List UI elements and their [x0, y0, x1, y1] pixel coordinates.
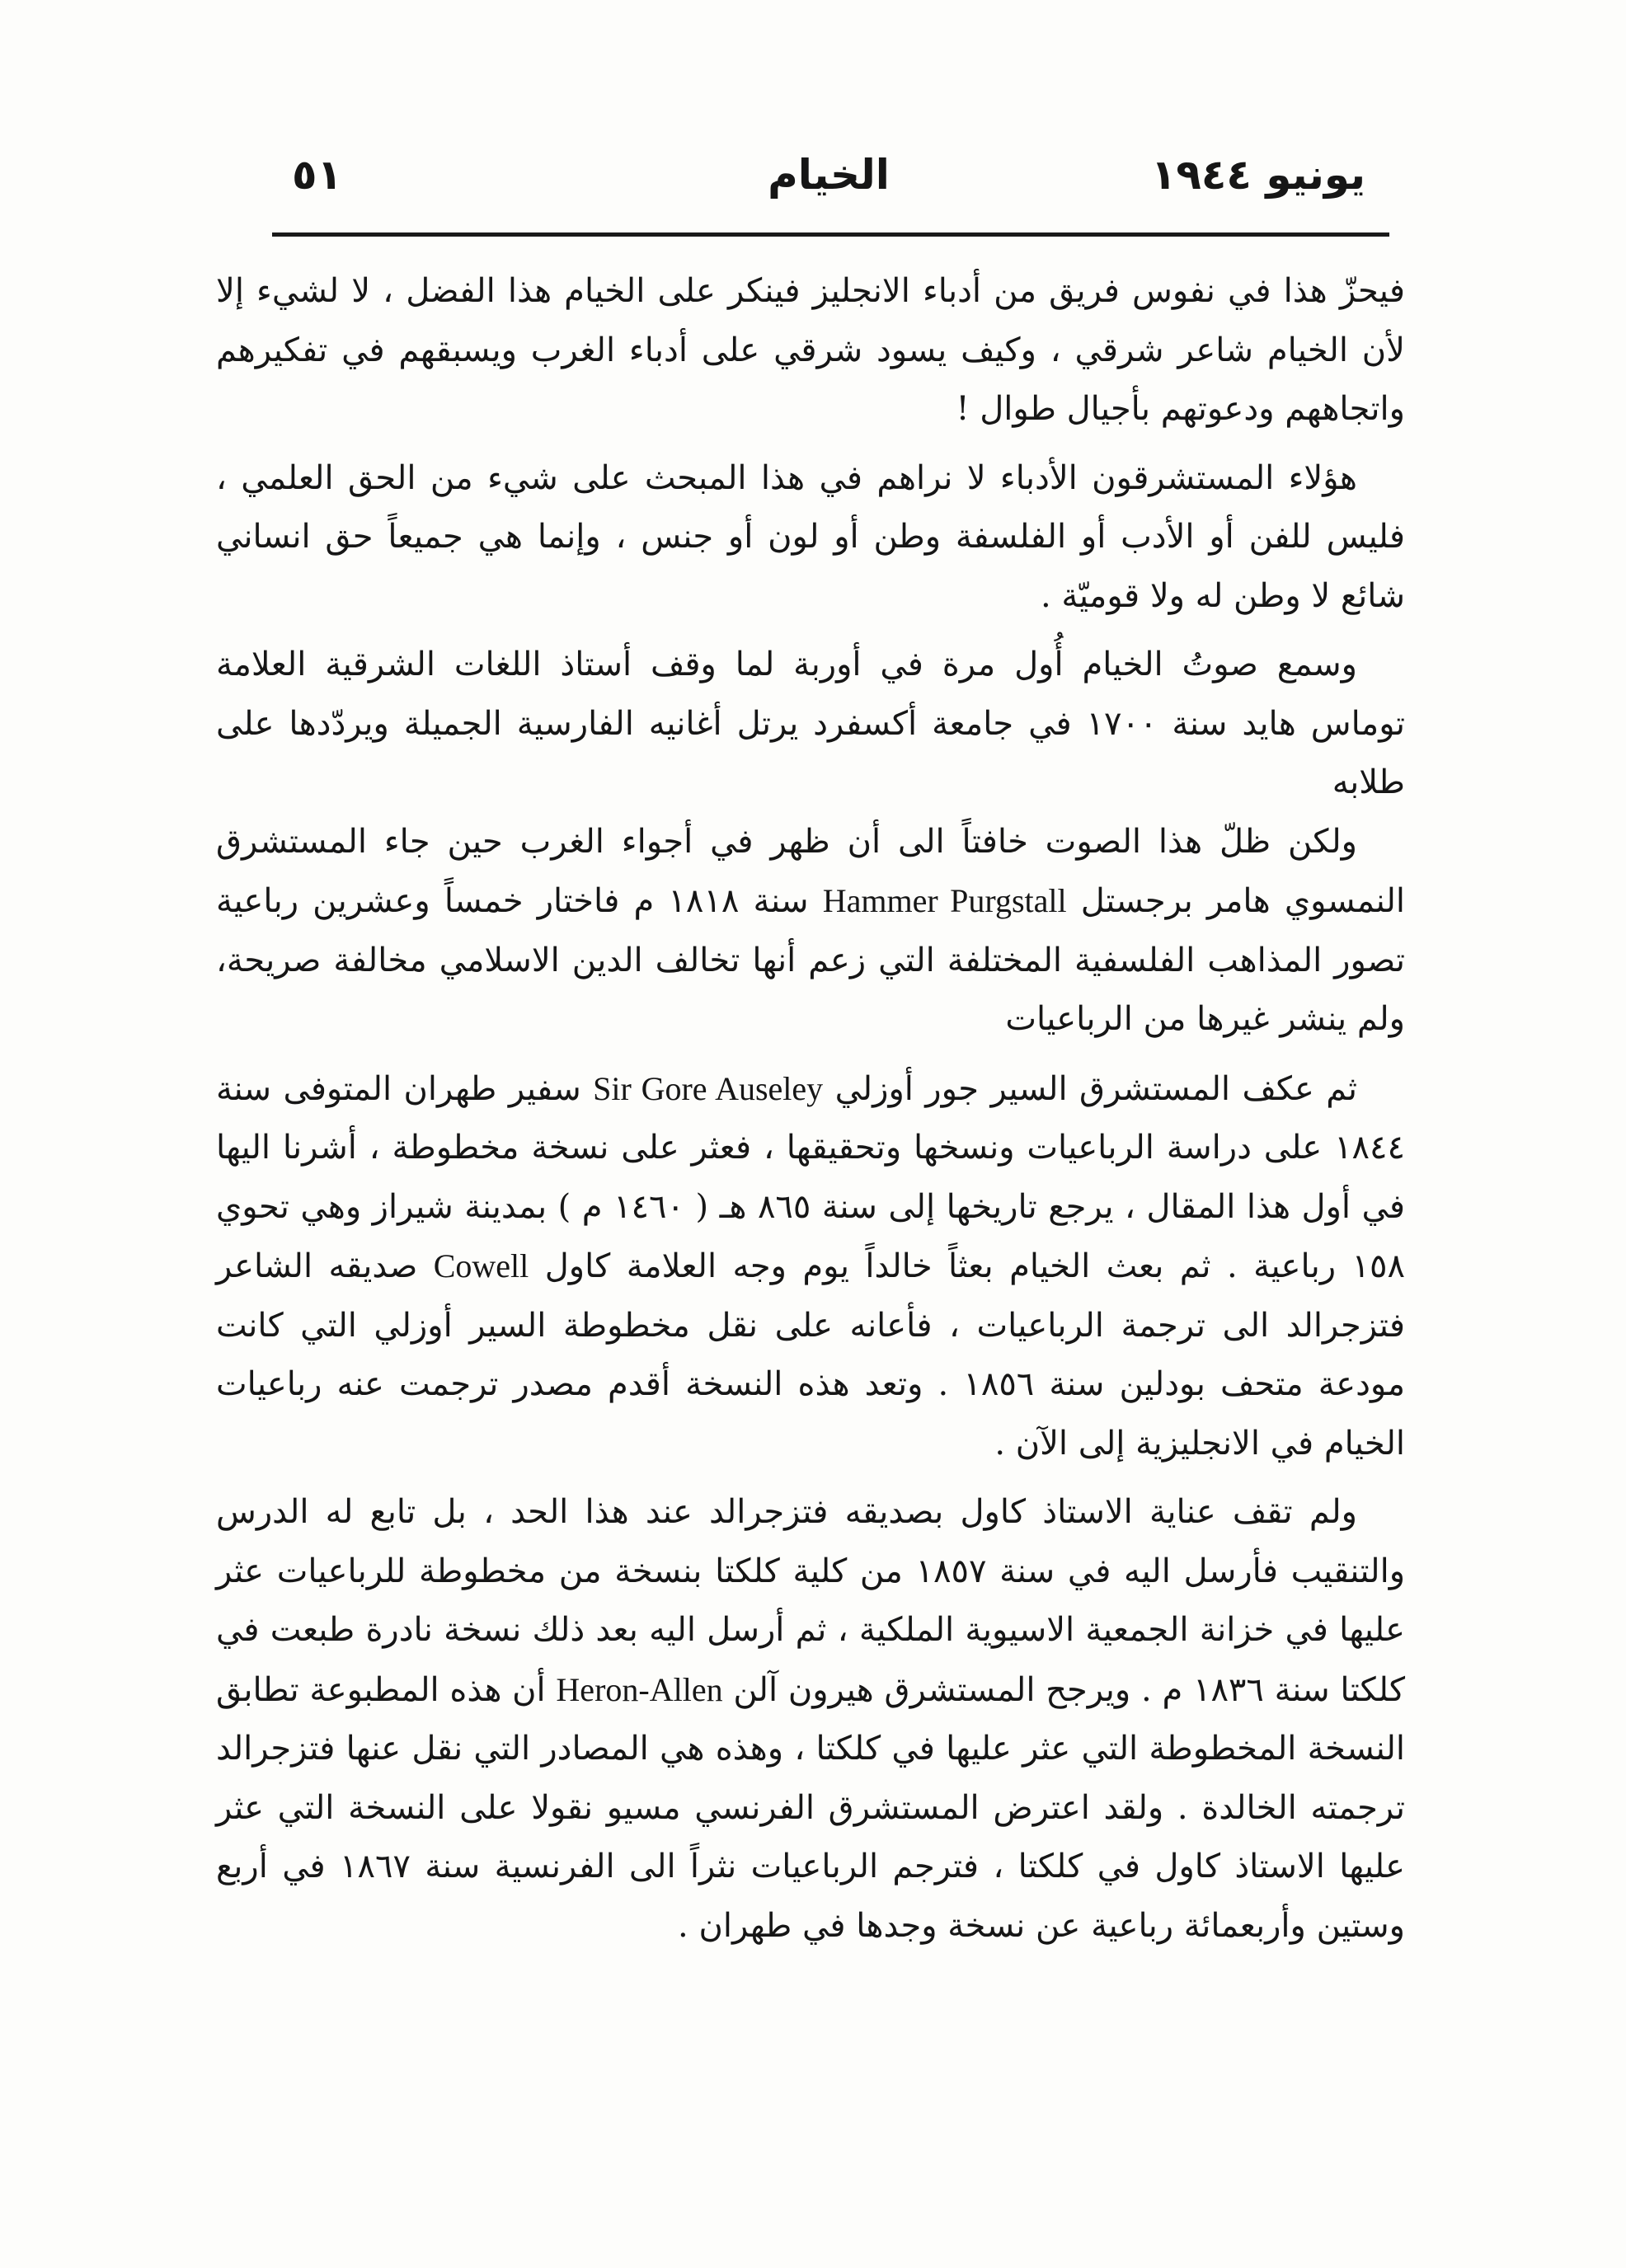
header-rule — [272, 232, 1389, 237]
latin-name: Cowell — [433, 1247, 529, 1284]
page-number: ٥١ — [292, 151, 343, 199]
paragraph — [216, 636, 1405, 813]
article-body — [216, 262, 1405, 1956]
paragraph — [216, 1059, 1405, 1474]
latin-name: Heron-Allen — [556, 1670, 723, 1708]
paragraph-text: هؤلاء المستشرقون الأدباء لا نراهم في هذا المبحث على شيء من الحق العلمي ، فليس للفن أو الأدب أو الفلسفة وطن أو لون أو جنس ، وإنما هي جميعاً حق انساني شائع لا وطن له ولا قوميّة . — [216, 458, 1405, 615]
paragraph-text: وسمع صوتُ الخيام أُول مرة في أوربة لما وقف أستاذ اللغات الشرقية العلامة توماس هايد سنة ١٧٠٠ في جامعة أكسفرد يرتل أغانيه الفارسية الجميلة ويردّدها على طلابه — [216, 646, 1405, 801]
paragraph-text: سنة ١٨١٨ م فاختار خمساً وعشرين رباعية تصور المذاهب الفلسفية المختلفة التي زعم أنها تخالف الدين الاسلامي مخالفة صريحة، ولم ينشر غيرها من الرباعيات — [216, 882, 1405, 1038]
paragraph-text: ولم تقف عناية الاستاذ كاول بصديقه فتزجرالد عند هذا الحد ، بل تابع له الدرس والتنقيب فأرسل اليه في سنة ١٨٥٧ من كلية كلكتا بنسخة من مخطوطة للرباعيات عثر عليها في خزانة الجمعية الاسيوية الملكية ، ثم أرسل اليه بعد ذلك نسخة نادرة طبعت في كلكتا سنة ١٨٣٦ م . ويرجح المستشرق هيرون آلن — [216, 1493, 1406, 1709]
paragraph-text: صديقه الشاعر فتزجرالد الى ترجمة الرباعيات ، فأعانه على نقل مخطوطة السير أوزلي التي كانت مودعة متحف بودلين سنة ١٨٥٦ . وتعد هذه النسخة أقدم مصدر ترجمت عنه رباعيات الخيام في الانجليزية إلى الآن . — [216, 1247, 1405, 1463]
latin-name: Sir Gore Auseley — [593, 1069, 824, 1107]
issue-date: يونيو ١٩٤٤ — [1150, 151, 1365, 199]
paragraph — [216, 1483, 1405, 1956]
running-title: الخيام — [768, 151, 890, 199]
page-header — [272, 136, 1385, 218]
paragraph-text: فيحزّ هذا في نفوس فريق من أدباء الانجليز فينكر على الخيام هذا الفضل ، لا لشيء إلا لأن الخيام شاعر شرقي ، وكيف يسود شرقي على أدباء الغرب ويسبقهم في تفكيرهم واتجاههم ودعوتهم بأجيال طوال ! — [216, 272, 1405, 428]
paragraph — [216, 262, 1405, 439]
paragraph-text: ولكن ظلّ هذا الصوت خافتاً الى أن ظهر في أجواء الغرب حين جاء المستشرق النمسوي هامر برجستل — [216, 822, 1406, 920]
paragraph-text: سفير طهران المتوفى سنة ١٨٤٤ على دراسة الرباعيات ونسخها وتحقيقها ، فعثر على نسخة مخطوطة ، أشرنا اليها في أول هذا المقال ، يرجع تاريخها إلى سنة ٨٦٥ هـ ( ١٤٦٠ م ) بمدينة شيراز وهي تحوي ١٥٨ رباعية . ثم بعث الخيام بعثاً خالداً يوم وجه العلامة كاول — [216, 1069, 1406, 1285]
paragraph-text: أن هذه المطبوعة تطابق النسخة المخطوطة التي عثر عليها في كلكتا ، وهذه هي المصادر التي نقل عنها فتزجرالد ترجمته الخالدة . ولقد اعترض المستشرق الفرنسي مسيو نقولا على النسخة التي عثر عليها الاستاذ كاول في كلكتا ، فترجم الرباعيات نثراً الى الفرنسية سنة ١٨٦٧ في أربع وستين وأربعمائة رباعية عن نسخة وجدها في طهران . — [216, 1670, 1405, 1945]
latin-name: Hammer Purgstall — [822, 882, 1067, 919]
paragraph — [216, 813, 1405, 1049]
paragraph-text: ثم عكف المستشرق السير جور أوزلي — [834, 1069, 1358, 1108]
paragraph — [216, 449, 1405, 627]
